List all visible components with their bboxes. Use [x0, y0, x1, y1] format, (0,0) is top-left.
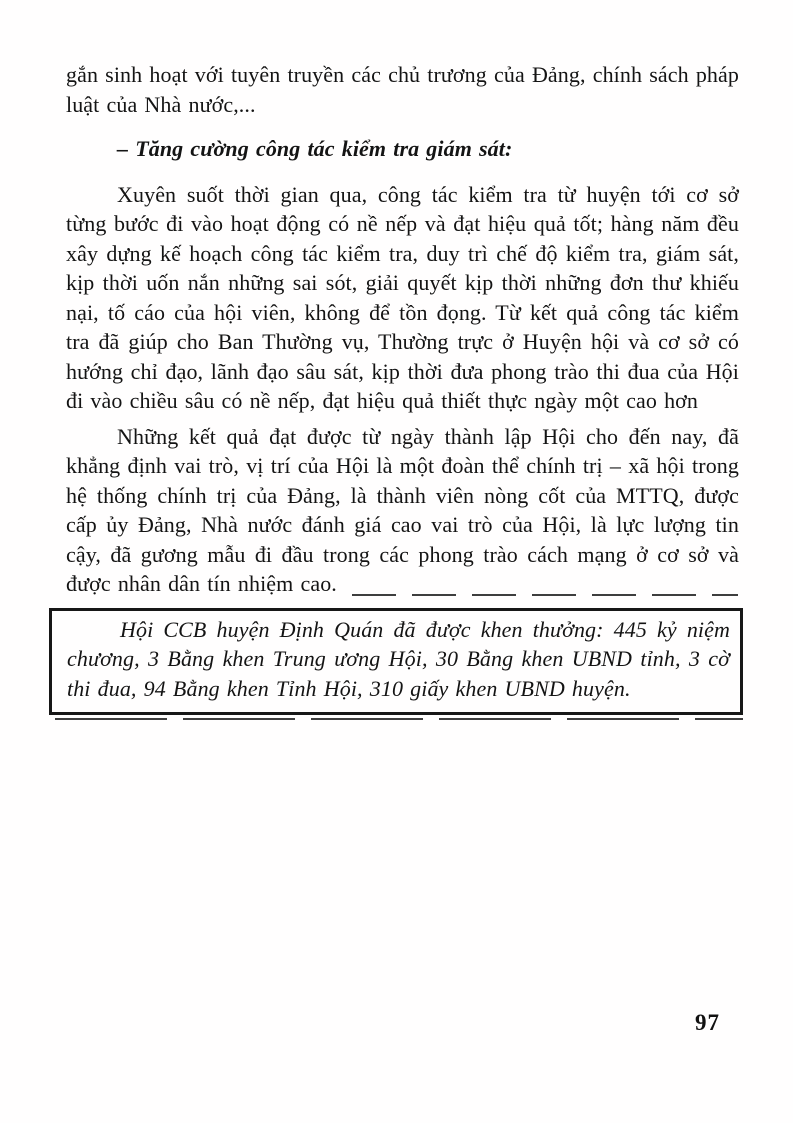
paragraph-inspection: Xuyên suốt thời gian qua, công tác kiểm tra từ huyện tới cơ sở từng bước đi vào hoạt động có nề nếp và đạt hiệu quả tốt; hàng năm đều xây dựng kế hoạch công tác kiểm tra, duy trì chế độ kiểm tra, giám sát, kịp thời uốn nắn những sai sót, giải quyết kịp thời những đơn thư khiếu nại, tố cáo của hội viên, không để tồn đọng. Từ kết quả công tác kiểm tra đã giúp cho Ban Thường vụ, Thường trực ở Huyện hội và cơ sở có hướng chỉ đạo, lãnh đạo sâu sát, kịp thời đưa phong trào thi đua của Hội đi vào chiều sâu có nề nếp, đạt hiệu quả thiết thực ngày một cao hơn [66, 181, 739, 413]
page-content [66, 60, 739, 715]
award-note-box [49, 608, 743, 715]
page-number: 97 [695, 1010, 720, 1035]
paragraph-results: Những kết quả đạt được từ ngày thành lập Hội cho đến nay, đã khẳng định vai trò, vị trí của Hội là một đoàn thể chính trị – xã hội trong hệ thống chính trị của Đảng, là thành viên nòng cốt của MTTQ, được cấp ủy Đảng, Nhà nước đánh giá cao vai trò của Hội, là lực lượng tin cậy, đã gương mẫu đi đầu trong các phong trào cách mạng ở cơ sở và được nhân dân tín nhiệm cao. [66, 423, 739, 596]
section-heading: – Tăng cường công tác kiểm tra giám sát: [117, 136, 513, 161]
paragraph-continuation: gắn sinh hoạt với tuyên truyền các chủ trương của Đảng, chính sách pháp luật của Nhà nước,... [66, 62, 739, 117]
award-note-text: Hội CCB huyện Định Quán đã được khen thưởng: 445 kỷ niệm chương, 3 Bằng khen Trung ương Hội, 30 Bằng khen UBND tỉnh, 3 cờ thi đua, 94 Bằng khen Tỉnh Hội, 310 giấy khen UBND huyện. [67, 616, 730, 702]
